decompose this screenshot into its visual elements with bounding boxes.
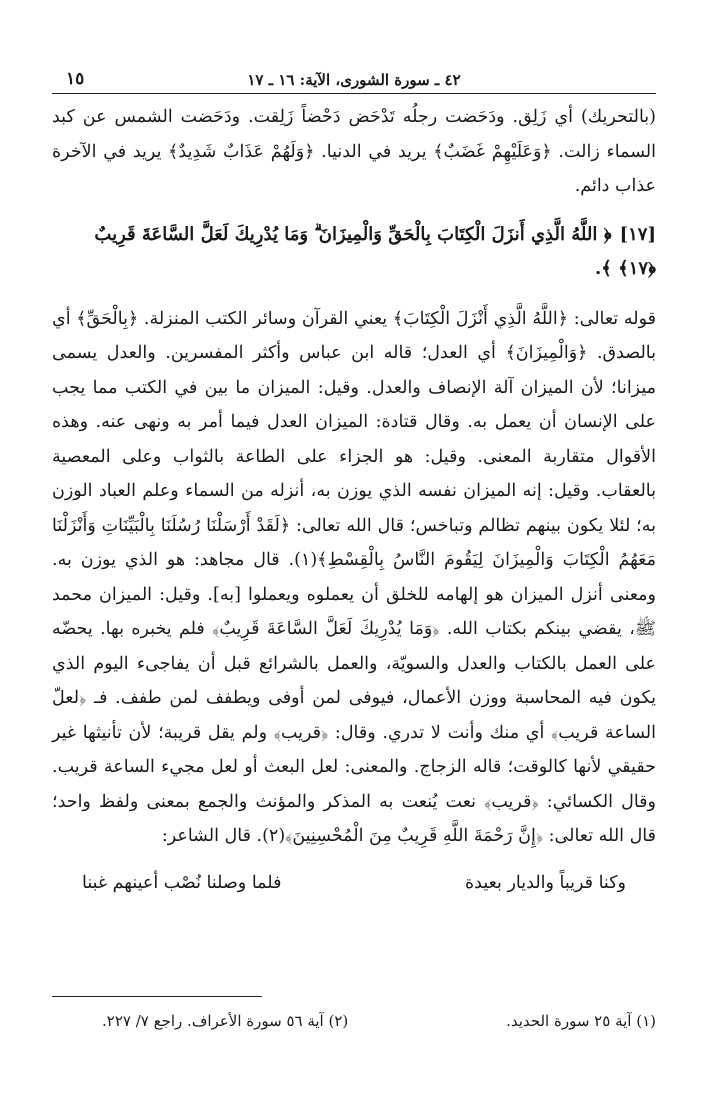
- poem-hemistich-second: فلما وصلنا نُصْب أعينهم غبنا: [82, 872, 282, 893]
- quran-verse: [52, 218, 656, 286]
- footnotes: [52, 1008, 656, 1034]
- page-number: ١٥: [66, 69, 85, 89]
- poem-verse: [52, 866, 656, 900]
- footnote-2: (٢) آية ٥٦ سورة الأعراف. راجع ٧/ ٢٢٧.: [102, 1012, 349, 1030]
- poem-hemistich-first: وكنا قريباً والديار بعيدة: [464, 872, 626, 893]
- document-page: [52, 58, 656, 1058]
- footnote-1: (١) آية ٢٥ سورة الحديد.: [506, 1012, 656, 1030]
- verse-number: [١٧]: [619, 223, 656, 245]
- page-header: [52, 58, 656, 94]
- commentary-paragraph: قوله تعالى: ﴿اللَّهُ الَّذِي أَنْزَلَ الْكِتَابَ﴾ يعني القرآن وسائر الكتب المنزلة. ﴿بِالْحَقِّ﴾ أي بالصدق. ﴿وَالْمِيزَانَ﴾ أي العدل؛ قاله ابن عباس وأكثر المفسرين. والعدل يسمى ميزانا؛ لأن الميزان آلة الإنصاف والعدل. وقيل: الميزان ما بين في الكتب مما يجب على الإنسان أن يعمل به. وقال قتادة: الميزان العدل فيما أمر به ونهى عنه. وهذه الأقوال متقاربة المعنى. وقيل: هو الجزاء على الطاعة بالثواب وعلى المعصية بالعقاب. وقيل: إنه الميزان نفسه الذي يوزن به، أنزله من السماء وعلم العباد الوزن به؛ لئلا يكون بينهم تظالم وتباخس؛ قال الله تعالى: ﴿لَقَدْ أَرْسَلْنَا رُسُلَنَا بِالْبَيِّنَاتِ وَأَنْزَلْنَا مَعَهُمُ الْكِتَابَ وَالْمِيزَانَ لِيَقُومَ النَّاسُ بِالْقِسْطِ﴾(١). قال مجاهد: هو الذي يوزن به. ومعنى أنزل الميزان هو إلهامه للخلق أن يعملوه ويعملوا [به]. وقيل: الميزان محمد ﷺ، يقضي بينكم بكتاب الله. ﴿وَمَا يُدْرِيكَ لَعَلَّ السَّاعَةَ قَرِيبٌ﴾ فلم يخبره بها. يحضّه على العمل بالكتاب والعدل والسويّة، والعمل بالشرائع قبل أن يفاجىء اليوم الذي يكون فيه المحاسبة ووزن الأعمال، فيوفى لمن أوفى ويطفف لمن طفف. فـ ﴿لعلّ الساعة قريب﴾ أي منك وأنت لا تدري. وقال: ﴿قريب﴾ ولم يقل قريبة؛ لأن تأنيثها غير حقيقي لأنها كالوقت؛ قاله الزجاج. والمعنى: لعل البعث أو لعل مجيء الساعة قريب. وقال الكسائي: ﴿قريب﴾ نعت يُنعت به المذكر والمؤنث والجمع بمعنى ولفظ واحد؛ قال الله تعالى: ﴿إِنَّ رَحْمَةَ اللَّهِ قَرِيبٌ مِنَ الْمُحْسِنِينَ﴾(٢). قال الشاعر:: [52, 308, 656, 846]
- paragraph-intro: (بالتحريك) أي زَلِق. ودَحَضت رجلُه تَدْحَض دَحْضاً زَلِقت. ودَحَضت الشمس عن كبد السماء زالت. ﴿وَعَلَيْهِمْ غَضَبٌ﴾ يريد في الدنيا. ﴿وَلَهُمْ عَذَابٌ شَدِيدٌ﴾ يريد في الآخرة عذاب دائم.: [52, 107, 656, 196]
- running-head: ٤٢ ـ سورة الشورى، الآية: ١٦ ـ ١٧: [247, 71, 461, 89]
- footnote-divider: [52, 996, 262, 997]
- verse-text: ﴿ اللَّهُ الَّذِي أَنزَلَ الْكِتَابَ بِالْحَقِّ وَالْمِيزَانَ ۗ وَمَا يُدْرِيكَ لَعَلَّ السَّاعَةَ قَرِيبٌ ﴿١٧﴾ ﴾.: [94, 223, 656, 279]
